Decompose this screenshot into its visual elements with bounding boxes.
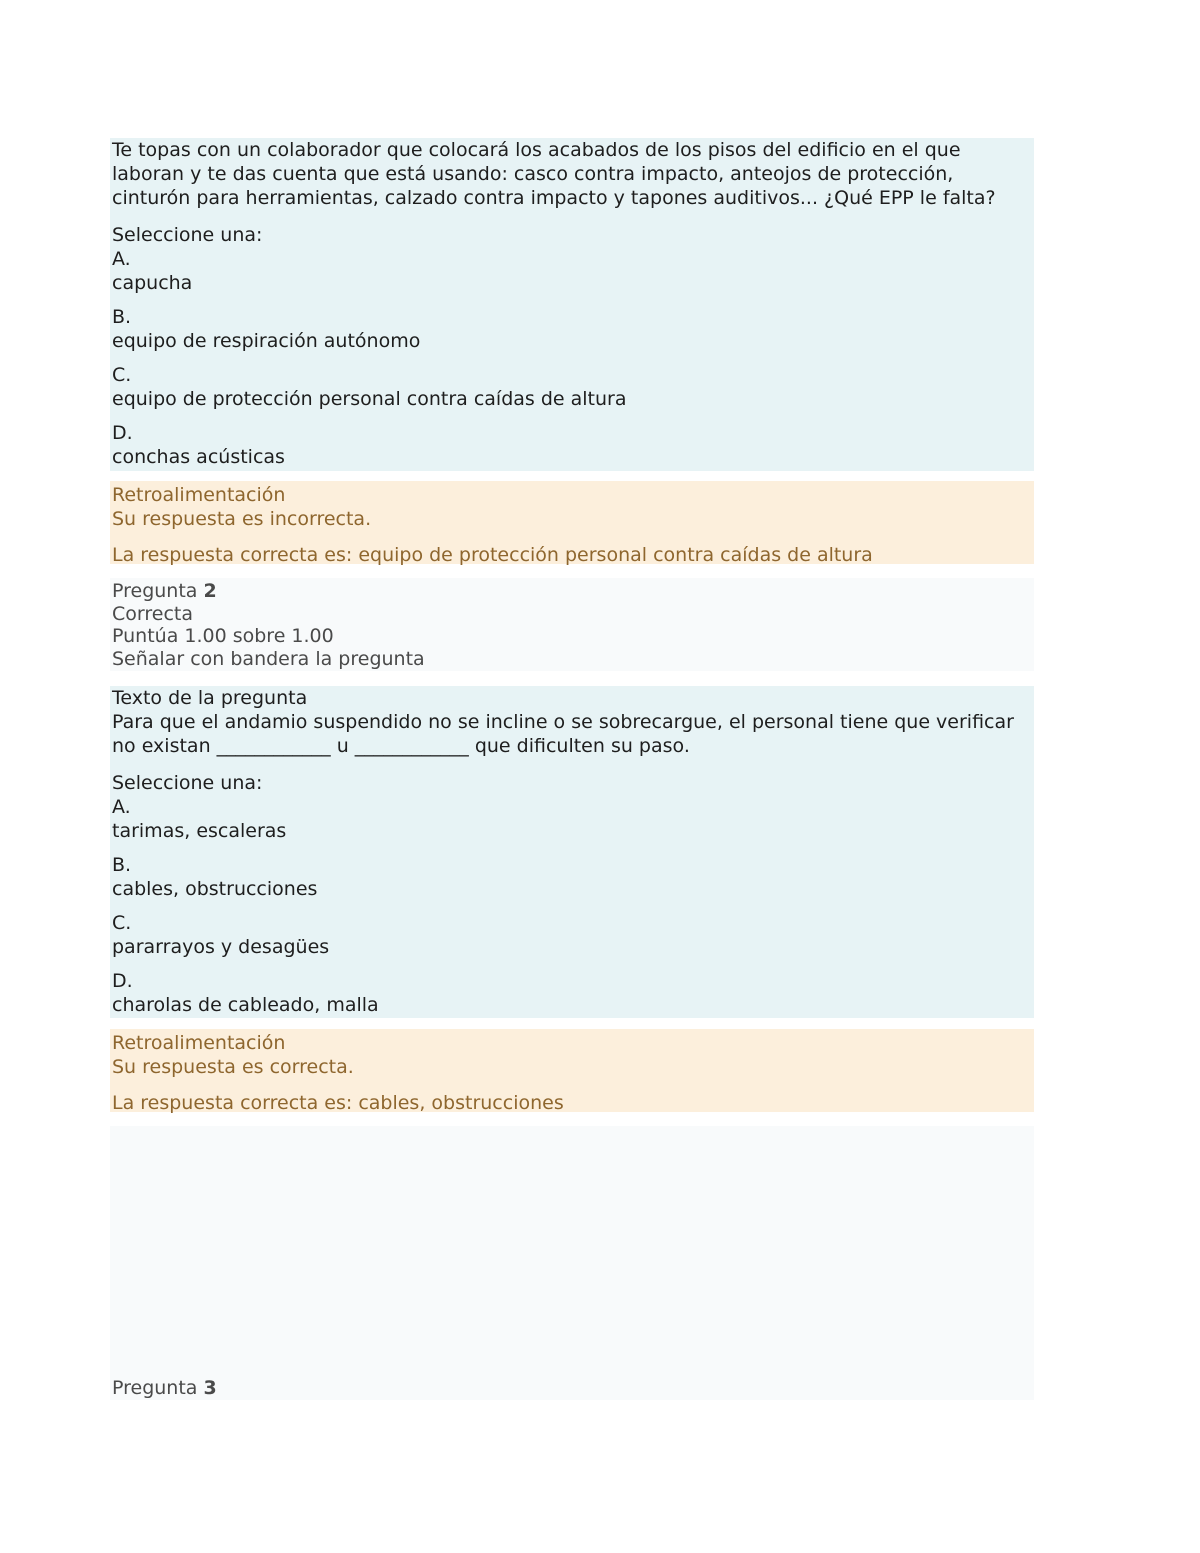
question-2-state: Correcta: [112, 602, 193, 625]
question-2-option-b[interactable]: [112, 853, 1034, 901]
question-1-prompt: Seleccione una:: [112, 224, 263, 246]
feedback-title: Retroalimentación: [112, 484, 286, 506]
question-1-text: Te topas con un colaborador que colocará los acabados de los pisos del edificio en el que laboran y te das cuenta que está usando: casco contra impacto, anteojos de protección, cinturón para herramientas, calzado contra impacto y tapones auditivos... ¿Qué EPP le falta?: [112, 139, 996, 209]
question-2-feedback: [110, 1029, 1034, 1112]
option-text: equipo de respiración autónomo: [112, 330, 421, 352]
option-letter: A.: [112, 796, 131, 818]
option-text: charolas de cableado, malla: [112, 994, 379, 1016]
question-label: Pregunta: [112, 580, 198, 602]
question-2-prompt: Seleccione una:: [112, 772, 263, 794]
option-letter: D.: [112, 422, 133, 444]
question-2-heading: Texto de la pregunta: [112, 687, 308, 709]
question-2-grade: Puntúa 1.00 sobre 1.00: [112, 625, 334, 647]
question-3-number: [112, 1376, 217, 1400]
option-letter: C.: [112, 364, 132, 386]
feedback-status: Su respuesta es incorrecta.: [112, 508, 372, 530]
question-2-option-a[interactable]: [112, 795, 1034, 843]
question-1-feedback: [110, 481, 1034, 564]
option-letter: B.: [112, 854, 132, 876]
feedback-title: Retroalimentación: [112, 1032, 286, 1054]
question-1-option-a[interactable]: [112, 247, 1034, 295]
question-2-info: [110, 578, 1034, 671]
feedback-status: Su respuesta es correcta.: [112, 1056, 354, 1078]
question-1-option-c[interactable]: [112, 363, 1034, 411]
question-label: Pregunta: [112, 1377, 198, 1399]
question-number: 3: [203, 1377, 217, 1399]
feedback-correct-answer: La respuesta correcta es: cables, obstrucciones: [112, 1092, 564, 1114]
feedback-correct-answer: La respuesta correcta es: equipo de protección personal contra caídas de altura: [112, 544, 873, 566]
question-number: 2: [203, 580, 217, 602]
question-2-content: [110, 686, 1034, 1018]
flag-question-link[interactable]: Señalar con bandera la pregunta: [112, 647, 425, 670]
question-1-option-d[interactable]: [112, 421, 1034, 469]
question-3-info: [110, 1126, 1034, 1400]
question-2-number: [112, 580, 1034, 603]
question-2-text: Para que el andamio suspendido no se incline o se sobrecargue, el personal tiene que verificar no existan ____________ u ____________ que dificulten su paso.: [112, 711, 1014, 757]
option-letter: C.: [112, 912, 132, 934]
option-letter: A.: [112, 248, 131, 270]
option-text: pararrayos y desagües: [112, 936, 330, 958]
option-text: tarimas, escaleras: [112, 820, 287, 842]
option-letter: B.: [112, 306, 132, 328]
question-2-option-d[interactable]: [112, 969, 1034, 1017]
question-1-option-b[interactable]: [112, 305, 1034, 353]
option-letter: D.: [112, 970, 133, 992]
question-2-option-c[interactable]: [112, 911, 1034, 959]
option-text: conchas acústicas: [112, 446, 285, 468]
option-text: capucha: [112, 272, 193, 294]
option-text: equipo de protección personal contra caídas de altura: [112, 388, 627, 410]
option-text: cables, obstrucciones: [112, 878, 318, 900]
question-1-content: [110, 138, 1034, 471]
